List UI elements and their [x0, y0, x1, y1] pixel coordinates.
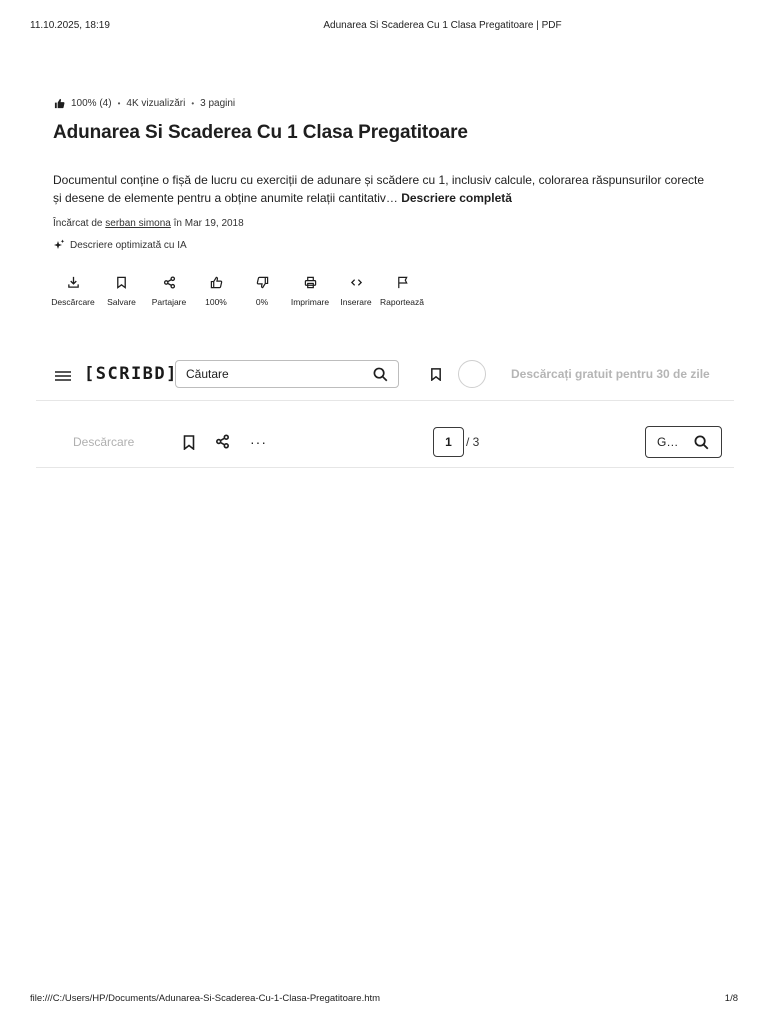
share-icon	[163, 276, 176, 289]
pages-text: 3 pagini	[200, 98, 236, 109]
thumbs-up-icon	[210, 276, 223, 289]
print-title: Adunarea Si Scaderea Cu 1 Clasa Pregatitoare | PDF	[323, 20, 562, 31]
document-meta	[54, 98, 235, 109]
print-header	[0, 20, 768, 34]
print-url: file:///C:/Users/HP/Documents/Adunarea-Si-Scaderea-Cu-1-Clasa-Pregatitoare.htm	[30, 993, 381, 1004]
saved-bookmark-icon[interactable]	[430, 368, 442, 381]
search-box	[175, 360, 399, 388]
document-description	[53, 171, 713, 207]
share-action[interactable]	[145, 276, 193, 307]
action-label: 100%	[205, 297, 227, 307]
action-label: Raportează	[380, 297, 424, 307]
scribd-logo[interactable]: [SCRIBD]	[84, 364, 178, 384]
full-description-link[interactable]: Descriere completă	[401, 191, 512, 205]
embed-action[interactable]	[335, 276, 377, 307]
print-action[interactable]	[285, 276, 335, 307]
action-label: Partajare	[151, 297, 187, 307]
page-number-input[interactable]: 1	[433, 427, 464, 457]
report-action[interactable]	[377, 276, 427, 307]
find-placeholder: G…	[657, 435, 679, 449]
dislike-action[interactable]	[239, 276, 285, 307]
action-label: Salvare	[107, 297, 136, 307]
bookmark-icon[interactable]	[183, 435, 195, 450]
thumbs-down-icon	[256, 276, 269, 289]
uploaded-prefix: Încărcat de	[53, 218, 103, 229]
print-page-number: 1/8	[724, 993, 738, 1004]
hamburger-menu-icon[interactable]	[54, 368, 72, 384]
more-options-icon[interactable]: ···	[250, 434, 267, 450]
document-toolbar	[36, 401, 734, 468]
print-icon	[304, 276, 317, 289]
flag-icon	[396, 276, 409, 289]
scribd-top-bar	[36, 358, 734, 401]
embed-icon	[350, 276, 363, 289]
separator-dot: •	[117, 99, 121, 108]
ai-note-text: Descriere optimizată cu IA	[70, 239, 187, 251]
search-icon[interactable]	[373, 367, 388, 382]
sparkle-icon	[53, 239, 65, 251]
action-label: Inserare	[340, 297, 372, 307]
download-button[interactable]: Descărcare	[73, 435, 135, 449]
views-text: 4K vizualizări	[126, 98, 186, 109]
save-action[interactable]	[98, 276, 145, 307]
description-text: Documentul conține o fișă de lucru cu exerciții de adunare și scădere cu 1, inclusiv calcule, colorarea răspunsurilor corecte și desene de elemente pentru a obține anumite relații cantitativ…	[53, 173, 704, 205]
document-actions	[48, 276, 427, 307]
ai-note	[53, 239, 187, 251]
avatar[interactable]	[458, 360, 486, 388]
rating-text: 100% (4)	[71, 98, 112, 109]
separator-dot: •	[191, 99, 195, 108]
bookmark-icon	[115, 276, 128, 289]
action-label: 0%	[255, 297, 269, 307]
search-input[interactable]	[186, 365, 366, 383]
find-in-document[interactable]	[645, 426, 722, 458]
uploader-link[interactable]: serban simona	[105, 218, 171, 229]
upload-info	[53, 218, 244, 229]
page-total: / 3	[466, 435, 480, 449]
print-date: 11.10.2025, 18:19	[30, 20, 110, 31]
search-icon[interactable]	[694, 435, 709, 450]
document-title: Adunarea Si Scaderea Cu 1 Clasa Pregatitoare	[53, 122, 468, 143]
download-action[interactable]	[48, 276, 98, 307]
thumbs-up-filled-icon	[54, 98, 65, 109]
free-trial-link[interactable]: Descărcați gratuit pentru 30 de zile	[511, 367, 710, 381]
uploaded-date: în Mar 19, 2018	[173, 218, 244, 229]
like-action[interactable]	[193, 276, 239, 307]
download-icon	[67, 276, 80, 289]
share-icon[interactable]	[215, 434, 230, 449]
action-label: Imprimare	[290, 297, 330, 307]
action-label: Descărcare	[51, 297, 95, 307]
